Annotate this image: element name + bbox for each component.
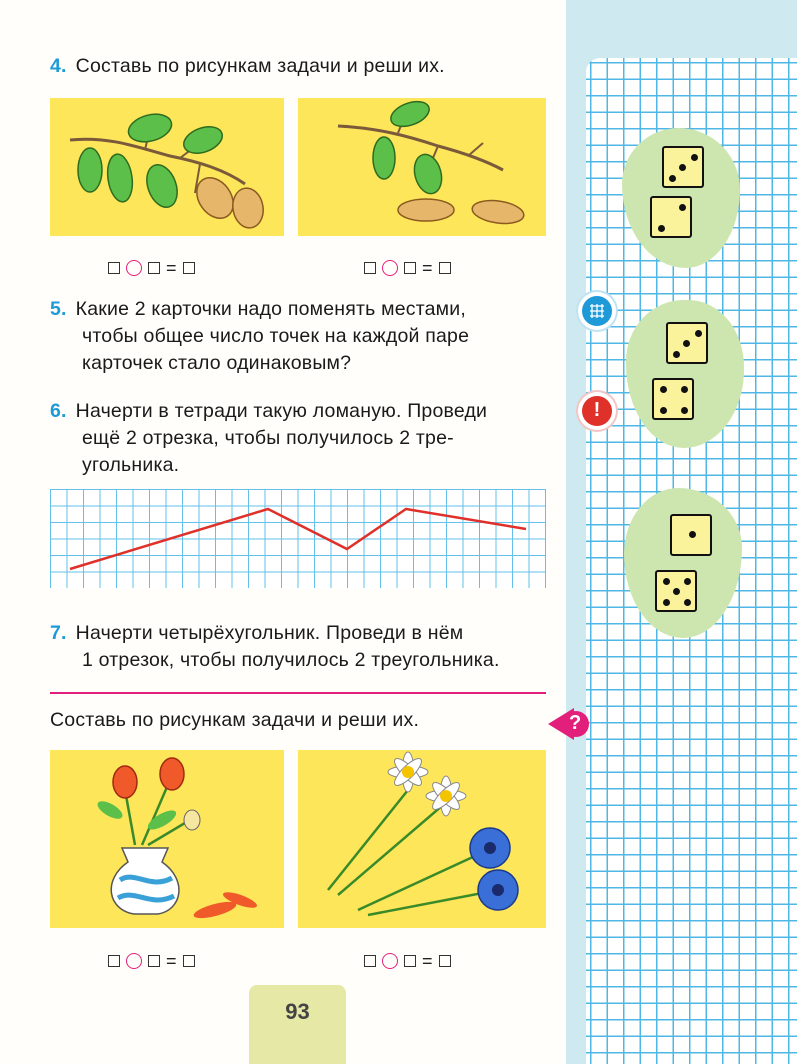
question-badge	[548, 704, 590, 744]
blank-box	[108, 262, 120, 274]
blank-box	[148, 262, 160, 274]
blank-box	[364, 262, 376, 274]
blank-box	[404, 262, 416, 274]
operation-circle	[382, 953, 398, 969]
task-4	[50, 53, 445, 80]
blank-box	[148, 955, 160, 967]
task-text: Составь по рисункам задачи и реши их.	[50, 709, 420, 731]
die-three	[662, 146, 704, 188]
task-text-line: угольника.	[82, 454, 180, 476]
grid-with-polyline	[50, 489, 546, 588]
grid-badge	[578, 292, 616, 330]
blank-box	[439, 955, 451, 967]
operation-circle	[126, 260, 142, 276]
die-four	[652, 378, 694, 420]
task-6	[50, 398, 487, 479]
task-text-line: ещё 2 отрезка, чтобы получилось 2 тре-	[82, 427, 454, 449]
task-7	[50, 620, 500, 674]
equals-sign: =	[166, 951, 177, 971]
operation-circle	[126, 953, 142, 969]
task-text-line: Какие 2 карточки надо поменять местами,	[75, 298, 466, 320]
equation-template-2	[364, 260, 451, 276]
die-two	[650, 196, 692, 238]
task-5	[50, 296, 469, 377]
leaves-picture-1	[50, 98, 284, 236]
section-divider	[50, 692, 546, 694]
task-text-line: Начерти четырёхугольник. Проведи в нём	[75, 622, 464, 644]
die-one	[670, 514, 712, 556]
flowers-picture	[298, 750, 546, 928]
task-number: 6.	[50, 400, 67, 422]
task-text-line: чтобы общее число точек на каждой паре	[82, 325, 470, 347]
blank-box	[183, 262, 195, 274]
task-text-line: 1 отрезок, чтобы получилось 2 треугольника.	[82, 649, 500, 671]
blank-box	[108, 955, 120, 967]
equals-sign: =	[422, 258, 433, 278]
equation-template-1	[108, 260, 195, 276]
task-text-line: Начерти в тетради такую ломаную. Проведи	[75, 400, 488, 422]
task-number: 4.	[50, 55, 67, 77]
equals-sign: =	[422, 951, 433, 971]
die-three	[666, 322, 708, 364]
equals-sign: =	[166, 258, 177, 278]
blank-box	[364, 955, 376, 967]
leaves-picture-2	[298, 98, 546, 236]
task-text: Составь по рисункам задачи и реши их.	[75, 55, 445, 77]
bonus-task	[50, 707, 419, 734]
tulips-picture	[50, 750, 284, 928]
equation-template-3	[108, 953, 195, 969]
task-number: 5.	[50, 298, 67, 320]
operation-circle	[382, 260, 398, 276]
page-number: 93	[249, 985, 346, 1064]
die-five	[655, 570, 697, 612]
blank-box	[439, 262, 451, 274]
task-text-line: карточек стало одинаковым?	[82, 352, 352, 374]
blank-box	[404, 955, 416, 967]
question-mark: ?	[569, 712, 582, 734]
equation-template-4	[364, 953, 451, 969]
task-number: 7.	[50, 622, 67, 644]
broken-line	[70, 509, 526, 569]
exclamation-badge	[578, 392, 616, 430]
blank-box	[183, 955, 195, 967]
exclamation-mark: !	[593, 399, 601, 421]
